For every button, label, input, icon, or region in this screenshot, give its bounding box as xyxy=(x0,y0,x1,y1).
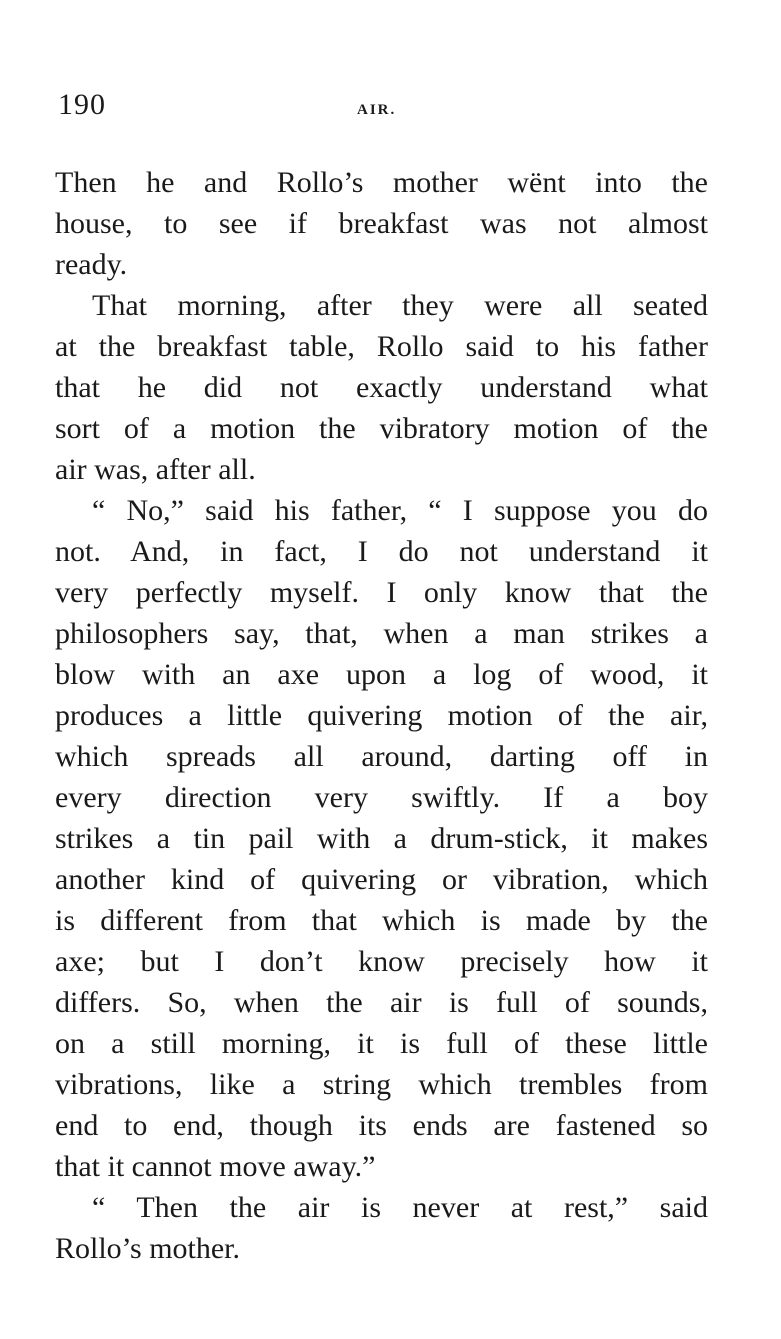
text-line: house, to see if breakfast was not almost xyxy=(55,207,708,240)
text-line: every direction very swiftly. If a boy xyxy=(55,781,708,814)
paragraph xyxy=(55,1187,708,1269)
text-line: That morning, after they were all seated xyxy=(92,289,708,322)
text-line: that he did not exactly understand what xyxy=(55,371,708,404)
text-line: that it cannot move away.” xyxy=(55,1150,376,1183)
text-line: differs. So, when the air is full of sounds, xyxy=(55,986,708,1019)
text-line: is different from that which is made by the xyxy=(55,904,708,937)
text-line: ready. xyxy=(55,248,128,281)
text-line: not. And, in fact, I do not understand it xyxy=(55,535,708,568)
page-header xyxy=(58,88,708,128)
text-line: Rollo’s mother. xyxy=(55,1232,241,1265)
text-line: blow with an axe upon a log of wood, it xyxy=(55,658,708,691)
text-line: Then he and Rollo’s mother wënt into the xyxy=(55,166,708,199)
text-line: which spreads all around, darting off in xyxy=(55,740,708,773)
text-line: philosophers say, that, when a man strikes a xyxy=(55,617,708,650)
text-line: produces a little quivering motion of the air, xyxy=(55,699,708,732)
text-line: air was, after all. xyxy=(55,453,256,486)
text-line: “ Then the air is never at rest,” said xyxy=(92,1191,708,1224)
text-line: on a still morning, it is full of these little xyxy=(55,1027,708,1060)
paragraph xyxy=(55,285,708,490)
text-line: at the breakfast table, Rollo said to his father xyxy=(55,330,708,363)
text-line: another kind of quivering or vibration, which xyxy=(55,863,708,896)
text-line: axe; but I don’t know precisely how it xyxy=(55,945,708,978)
text-line: very perfectly myself. I only know that the xyxy=(55,576,708,609)
text-line: end to end, though its ends are fastened so xyxy=(55,1109,708,1142)
page-number: 190 xyxy=(58,88,106,121)
text-line: “ No,” said his father, “ I suppose you do xyxy=(92,494,708,527)
body-text xyxy=(55,162,708,1269)
text-line: sort of a motion the vibratory motion of the xyxy=(55,412,708,445)
paragraph xyxy=(55,162,708,285)
text-line: vibrations, like a string which trembles from xyxy=(55,1068,708,1101)
running-head: AIR. xyxy=(357,102,397,118)
text-line: strikes a tin pail with a drum-stick, it makes xyxy=(55,822,708,855)
paragraph xyxy=(55,490,708,1187)
